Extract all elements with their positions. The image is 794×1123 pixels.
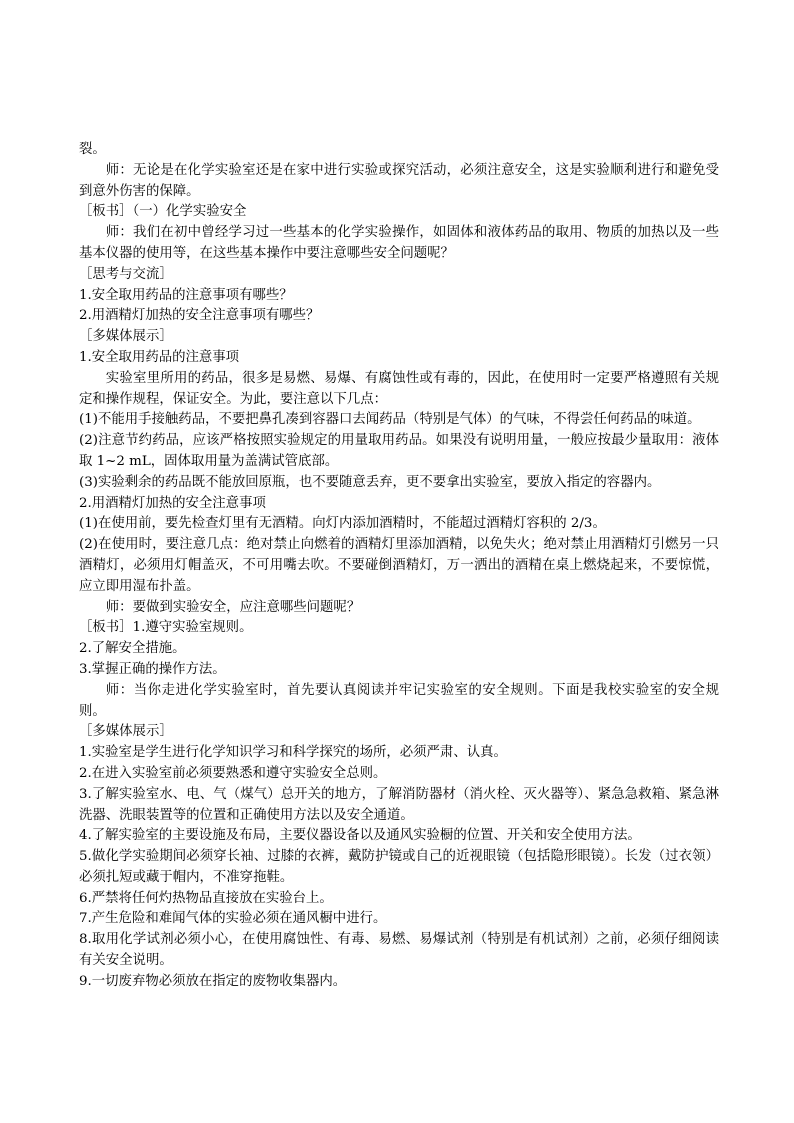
paragraph-line: 师：我们在初中曾经学习过一些基本的化学实验操作，如固体和液体药品的取用、物质的加热以及一些基本仪器的使用等，在这些基本操作中要注意哪些安全问题呢？	[79, 225, 719, 261]
list-item: (2)在使用时，要注意几点：绝对禁止向燃着的酒精灯里添加酒精，以免失火；绝对禁止用酒精灯引燃另一只酒精灯，必须用灯帽盖灭，不可用嘴去吹。不要碰倒酒精灯，万一洒出的酒精在桌上燃烧起来，不要惊慌，应立即用湿布扑盖。	[79, 537, 719, 594]
paragraph-line: 裂。	[79, 142, 106, 157]
list-item: 8.取用化学试剂必须小心，在使用腐蚀性、有毒、易燃、易爆试剂（特别是有机试剂）之前，必须仔细阅读有关安全说明。	[79, 932, 719, 969]
list-item: (2)注意节约药品，应该严格按照实验规定的用量取用药品。如果没有说明用量，一般应按最少量取用：液体取 1~2 mL，固体取用量为盖满试管底部。	[79, 433, 719, 469]
document-body	[79, 140, 719, 993]
list-item: 6.严禁将任何灼热物品直接放在实验台上。	[79, 890, 333, 906]
section-heading: ［思考与交流］	[79, 266, 173, 282]
list-item: (1)不能用手接触药品，不要把鼻孔凑到容器口去闻药品（特别是气体）的气味，不得尝任何药品的味道。	[79, 412, 701, 428]
list-item: 2.用酒精灯加热的安全注意事项	[79, 495, 266, 511]
list-item: 5.做化学实验期间必须穿长袖、过膝的衣裤，戴防护镜或自己的近视眼镜（包括隐形眼镜）。长发（过衣领）必须扎短或藏于帽内，不准穿拖鞋。	[79, 849, 719, 885]
list-item: (1)在使用前，要先检查灯里有无酒精。向灯内添加酒精时，不能超过酒精灯容积的 2/3。	[79, 516, 606, 532]
paragraph-line: 师：无论是在化学实验室还是在家中进行实验或探究活动，必须注意安全，这是实验顺利进行和避免受到意外伤害的保障。	[79, 162, 719, 199]
list-item: (3)实验剩余的药品既不能放回原瓶，也不要随意丢弃，更不要拿出实验室，要放入指定的容器内。	[79, 474, 661, 490]
section-heading: ［多媒体展示］	[79, 724, 173, 740]
section-heading: ［多媒体展示］	[79, 329, 173, 345]
list-item: 2.了解安全措施。	[79, 641, 186, 657]
list-item: 3.了解实验室水、电、气（煤气）总开关的地方，了解消防器材（消火栓、灭火器等）、紧急急救箱、紧急淋洗器、洗眼装置等的位置和正确使用方法以及安全通道。	[79, 786, 719, 823]
list-item: 9.一切废弃物必须放在指定的废物收集器内。	[79, 973, 347, 989]
list-item: 1.安全取用药品的注意事项	[79, 349, 240, 365]
board-heading: ［板书］1.遵守实验室规则。	[79, 620, 253, 636]
paragraph-line: 师：当你走进化学实验室时，首先要认真阅读并牢记实验室的安全规则。下面是我校实验室的安全规则。	[79, 682, 719, 719]
list-item: 1.实验室是学生进行化学知识学习和科学探究的场所，必须严肃、认真。	[79, 745, 507, 761]
list-item: 3.掌握正确的操作方法。	[79, 661, 226, 677]
list-item: 2.用酒精灯加热的安全注意事项有哪些？	[79, 308, 320, 324]
list-item: 1.安全取用药品的注意事项有哪些？	[79, 287, 293, 303]
list-item: 7.产生危险和难闻气体的实验必须在通风橱中进行。	[79, 911, 387, 927]
paragraph-line: 师：要做到实验安全，应注意哪些问题呢？	[105, 599, 361, 615]
paragraph-line: 实验室里所用的药品，很多是易燃、易爆、有腐蚀性或有毒的，因此，在使用时一定要严格遵照有关规定和操作规程，保证安全。为此，要注意以下几点：	[79, 370, 719, 407]
board-heading: ［板书］（一）化学实验安全	[79, 204, 247, 220]
list-item: 4.了解实验室的主要设施及布局，主要仪器设备以及通风实验橱的位置、开关和安全使用方法。	[79, 828, 641, 844]
list-item: 2.在进入实验室前必须要熟悉和遵守实验安全总则。	[79, 765, 387, 781]
